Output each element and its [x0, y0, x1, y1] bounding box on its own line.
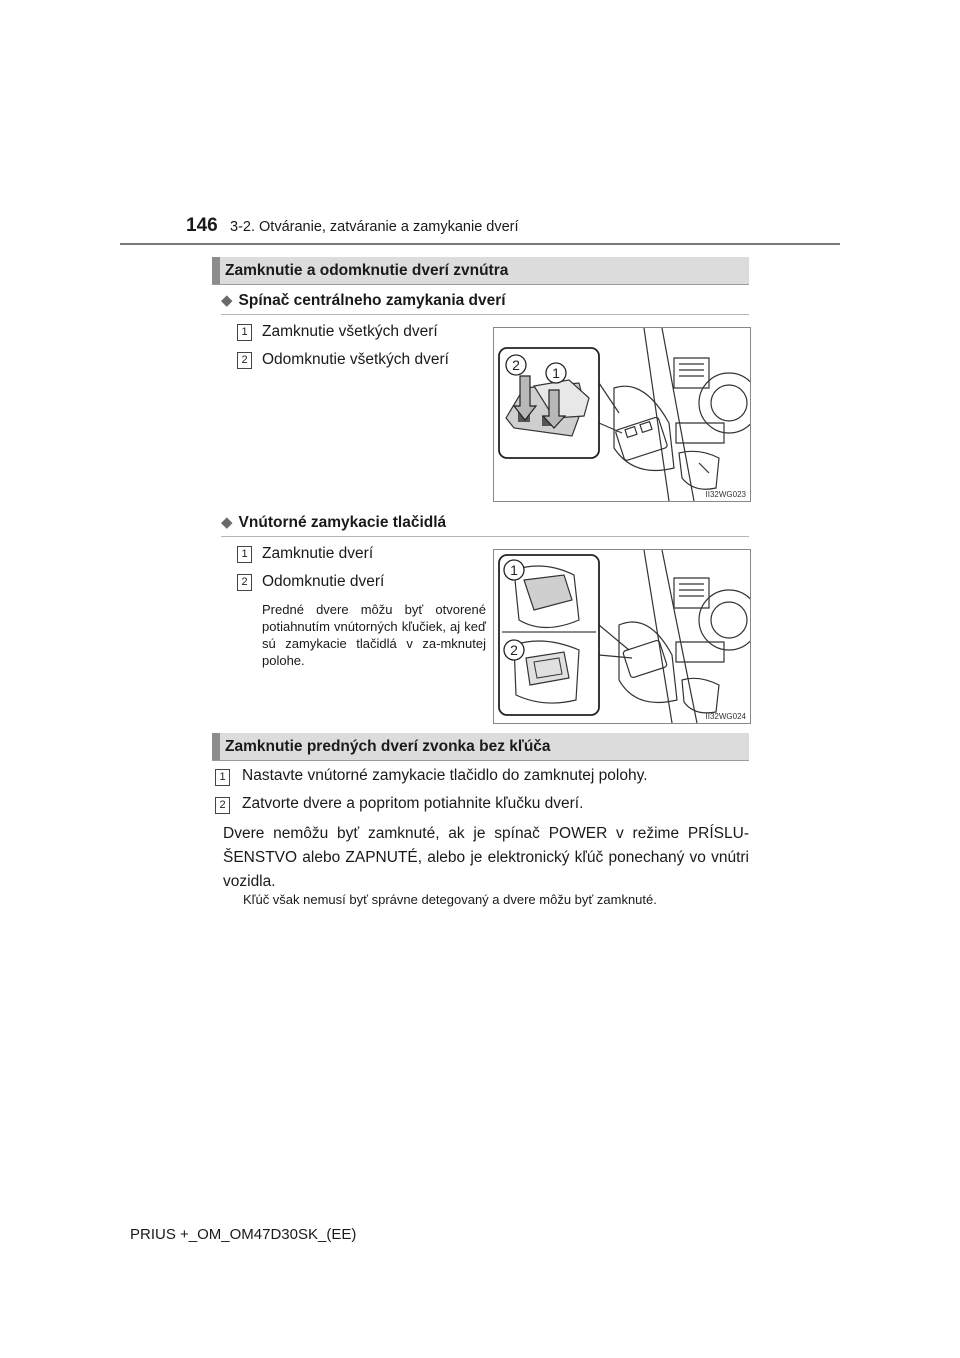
step-number-badge: 1	[237, 546, 252, 563]
step-number-badge: 2	[237, 352, 252, 369]
step-text: Zamknutie dverí	[262, 545, 374, 562]
svg-text:2: 2	[510, 642, 518, 658]
step-text: Odomknutie všetkých dverí	[262, 351, 449, 368]
header-divider	[120, 243, 840, 245]
document-code: PRIUS +_OM_OM47D30SK_(EE)	[130, 1226, 357, 1243]
figure-code: II32WG023	[705, 490, 746, 499]
step-text: Odomknutie dverí	[262, 573, 385, 590]
sub-heading-central-lock: ◆ Spínač centrálneho zamykania dverí	[221, 292, 506, 309]
section-title: Zamknutie a odomknutie dverí zvnútra	[225, 262, 509, 279]
sub-heading-divider	[221, 536, 749, 537]
step-number-badge: 1	[237, 324, 252, 341]
sub-heading-inside-lock-buttons: ◆ Vnútorné zamykacie tlačidlá	[221, 514, 447, 531]
body-paragraph: Dvere nemôžu byť zamknuté, ak je spínač POWER v režime PRÍSLU-ŠENSTVO alebo ZAPNUTÉ, alebo je elektronický kľúč ponechaný vo vnútri vozidla.	[223, 825, 749, 890]
svg-text:1: 1	[552, 365, 560, 381]
sub-heading-divider	[221, 314, 749, 315]
inside-lock-button-illustration	[493, 549, 751, 724]
note-text: Kľúč však nemusí byť správne detegovaný a dvere môžu byť zamknuté.	[243, 892, 657, 907]
figure-code: II32WG024	[705, 712, 746, 721]
step-text: Zatvorte dvere a popritom potiahnite kľučku dverí.	[242, 795, 584, 812]
section-title: Zamknutie predných dverí zvonka bez kľúča	[225, 738, 551, 755]
section-title-bar	[212, 257, 749, 285]
central-lock-switch-illustration	[493, 327, 751, 502]
section-title-bar	[212, 733, 749, 761]
breadcrumb: 3-2. Otváranie, zatváranie a zamykanie dverí	[230, 219, 519, 235]
door-panel-drawing	[494, 328, 750, 501]
svg-text:1: 1	[510, 562, 518, 578]
page-number: 146	[186, 215, 218, 236]
step-number-badge: 1	[215, 769, 230, 786]
diamond-bullet-icon: ◆	[221, 514, 233, 531]
svg-text:2: 2	[512, 357, 520, 373]
note-text: Predné dvere môžu byť otvorené potiahnutím vnútorných kľučiek, aj keď sú zamykacie tlačidlá v za-mknutej polohe.	[262, 602, 486, 668]
door-handle-drawing	[494, 550, 750, 723]
step-text: Nastavte vnútorné zamykacie tlačidlo do zamknutej polohy.	[242, 767, 648, 784]
step-number-badge: 2	[215, 797, 230, 814]
step-number-badge: 2	[237, 574, 252, 591]
diamond-bullet-icon: ◆	[221, 292, 233, 309]
step-text: Zamknutie všetkých dverí	[262, 323, 438, 340]
